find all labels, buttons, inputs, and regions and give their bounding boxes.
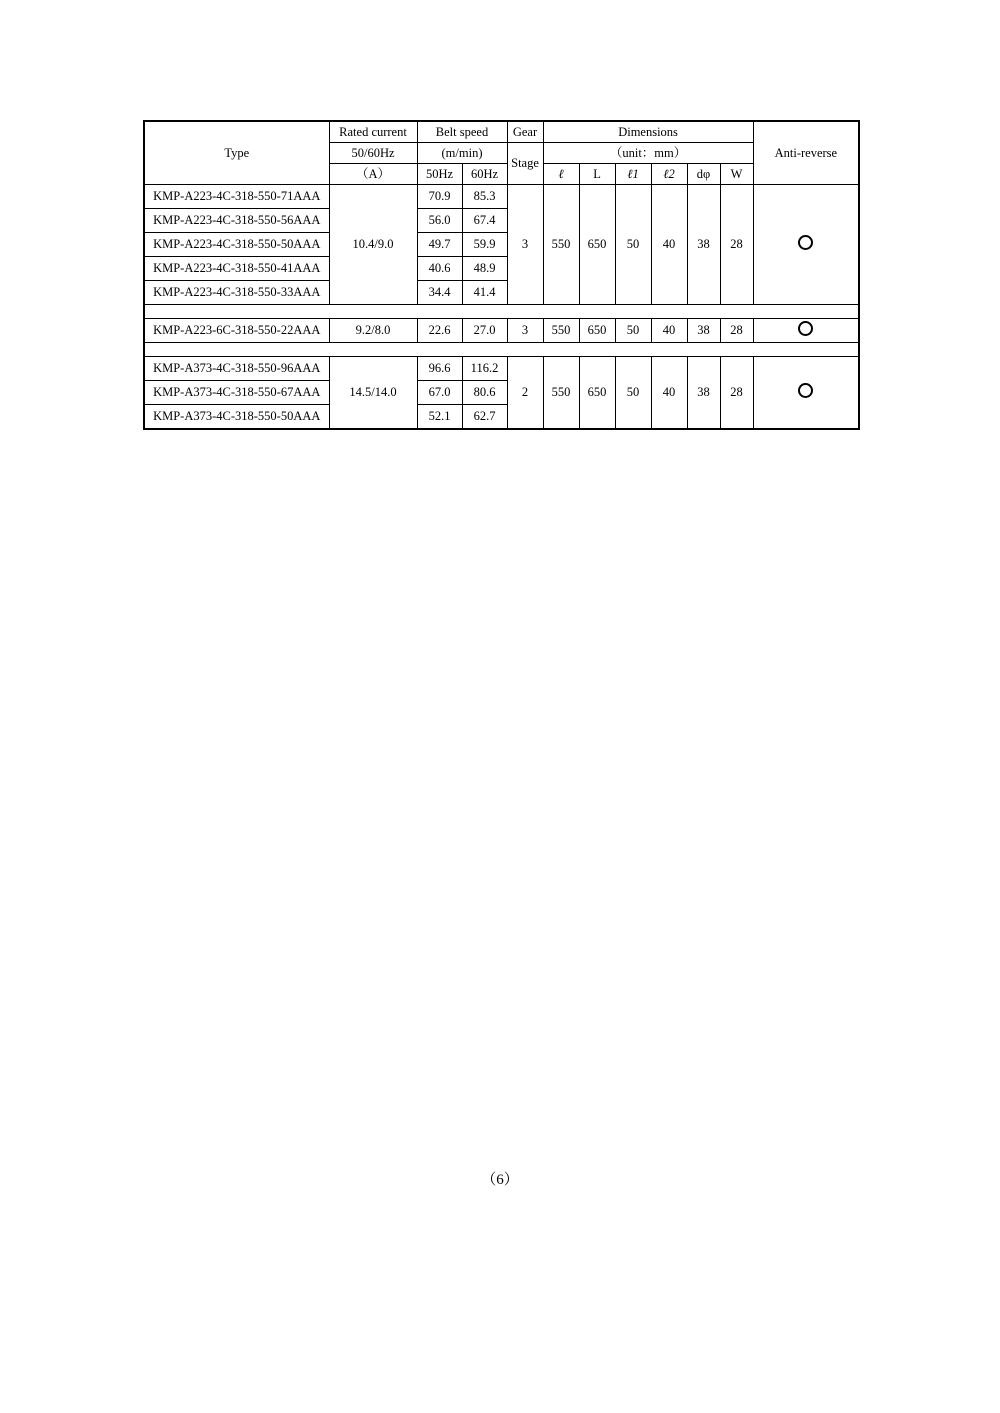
cell-speed-50hz: 56.0 <box>417 209 462 233</box>
table-spacer-row <box>144 343 859 357</box>
cell-speed-50hz: 49.7 <box>417 233 462 257</box>
table-row <box>144 185 859 209</box>
cell-dim-l1: 50 <box>615 185 651 305</box>
anti-reverse-circle-icon <box>798 383 813 398</box>
header-belt-60hz: 60Hz <box>462 164 507 185</box>
cell-dim-W: 28 <box>720 185 753 305</box>
cell-type: KMP-A373-4C-318-550-50AAA <box>144 405 329 430</box>
cell-speed-60hz: 67.4 <box>462 209 507 233</box>
header-dim-dphi: dφ <box>687 164 720 185</box>
cell-type: KMP-A223-4C-318-550-71AAA <box>144 185 329 209</box>
header-dim-l: ℓ <box>543 164 579 185</box>
header-belt-speed-line2: (m/min) <box>417 143 507 164</box>
spacer-cell <box>144 343 859 357</box>
cell-speed-50hz: 22.6 <box>417 319 462 343</box>
header-rated-current-line2: 50/60Hz <box>329 143 417 164</box>
cell-dim-l1: 50 <box>615 357 651 430</box>
cell-speed-60hz: 80.6 <box>462 381 507 405</box>
cell-type: KMP-A223-4C-318-550-41AAA <box>144 257 329 281</box>
cell-type: KMP-A373-4C-318-550-67AAA <box>144 381 329 405</box>
cell-dim-dphi: 38 <box>687 185 720 305</box>
cell-rated-current: 10.4/9.0 <box>329 185 417 305</box>
cell-speed-50hz: 34.4 <box>417 281 462 305</box>
cell-gear-stage: 3 <box>507 319 543 343</box>
table-row <box>144 319 859 343</box>
cell-speed-60hz: 59.9 <box>462 233 507 257</box>
cell-anti-reverse <box>753 357 859 430</box>
cell-speed-50hz: 52.1 <box>417 405 462 430</box>
cell-anti-reverse <box>753 319 859 343</box>
header-rated-current-unit: （A） <box>329 164 417 185</box>
header-dim-l1: ℓ1 <box>615 164 651 185</box>
cell-type: KMP-A223-6C-318-550-22AAA <box>144 319 329 343</box>
specification-table-wrapper <box>143 120 858 430</box>
header-stage: Stage <box>507 143 543 185</box>
table-spacer-row <box>144 305 859 319</box>
cell-speed-60hz: 27.0 <box>462 319 507 343</box>
cell-type: KMP-A373-4C-318-550-96AAA <box>144 357 329 381</box>
cell-dim-dphi: 38 <box>687 319 720 343</box>
specification-table <box>143 120 860 430</box>
cell-speed-50hz: 67.0 <box>417 381 462 405</box>
cell-type: KMP-A223-4C-318-550-33AAA <box>144 281 329 305</box>
cell-speed-60hz: 116.2 <box>462 357 507 381</box>
cell-gear-stage: 2 <box>507 357 543 430</box>
cell-dim-l: 550 <box>543 185 579 305</box>
header-rated-current-line1: Rated current <box>329 121 417 143</box>
cell-dim-L: 650 <box>579 357 615 430</box>
cell-dim-l2: 40 <box>651 357 687 430</box>
cell-speed-50hz: 96.6 <box>417 357 462 381</box>
cell-dim-l2: 40 <box>651 319 687 343</box>
header-row-1 <box>144 121 859 143</box>
page-number: （6） <box>481 1172 519 1188</box>
header-dimensions-line1: Dimensions <box>543 121 753 143</box>
cell-speed-50hz: 40.6 <box>417 257 462 281</box>
header-dim-W: W <box>720 164 753 185</box>
cell-anti-reverse <box>753 185 859 305</box>
cell-type: KMP-A223-4C-318-550-50AAA <box>144 233 329 257</box>
header-belt-speed-line1: Belt speed <box>417 121 507 143</box>
cell-dim-L: 650 <box>579 185 615 305</box>
table-body <box>144 185 859 430</box>
cell-dim-l: 550 <box>543 357 579 430</box>
cell-rated-current: 14.5/14.0 <box>329 357 417 430</box>
cell-speed-60hz: 85.3 <box>462 185 507 209</box>
cell-speed-50hz: 70.9 <box>417 185 462 209</box>
header-belt-50hz: 50Hz <box>417 164 462 185</box>
header-type: Type <box>144 121 329 185</box>
cell-speed-60hz: 62.7 <box>462 405 507 430</box>
spacer-cell <box>144 305 859 319</box>
table-head <box>144 121 859 185</box>
header-anti-reverse: Anti-reverse <box>753 121 859 185</box>
cell-dim-W: 28 <box>720 357 753 430</box>
anti-reverse-circle-icon <box>798 235 813 250</box>
header-dimensions-line2: （unit：mm） <box>543 143 753 164</box>
header-dim-L: L <box>579 164 615 185</box>
cell-dim-l1: 50 <box>615 319 651 343</box>
cell-speed-60hz: 41.4 <box>462 281 507 305</box>
anti-reverse-circle-icon <box>798 321 813 336</box>
cell-dim-l2: 40 <box>651 185 687 305</box>
cell-speed-60hz: 48.9 <box>462 257 507 281</box>
cell-rated-current: 9.2/8.0 <box>329 319 417 343</box>
cell-dim-l: 550 <box>543 319 579 343</box>
header-dim-l2: ℓ2 <box>651 164 687 185</box>
table-row <box>144 357 859 381</box>
cell-gear-stage: 3 <box>507 185 543 305</box>
cell-dim-W: 28 <box>720 319 753 343</box>
header-gear: Gear <box>507 121 543 143</box>
cell-dim-dphi: 38 <box>687 357 720 430</box>
cell-dim-L: 650 <box>579 319 615 343</box>
cell-type: KMP-A223-4C-318-550-56AAA <box>144 209 329 233</box>
